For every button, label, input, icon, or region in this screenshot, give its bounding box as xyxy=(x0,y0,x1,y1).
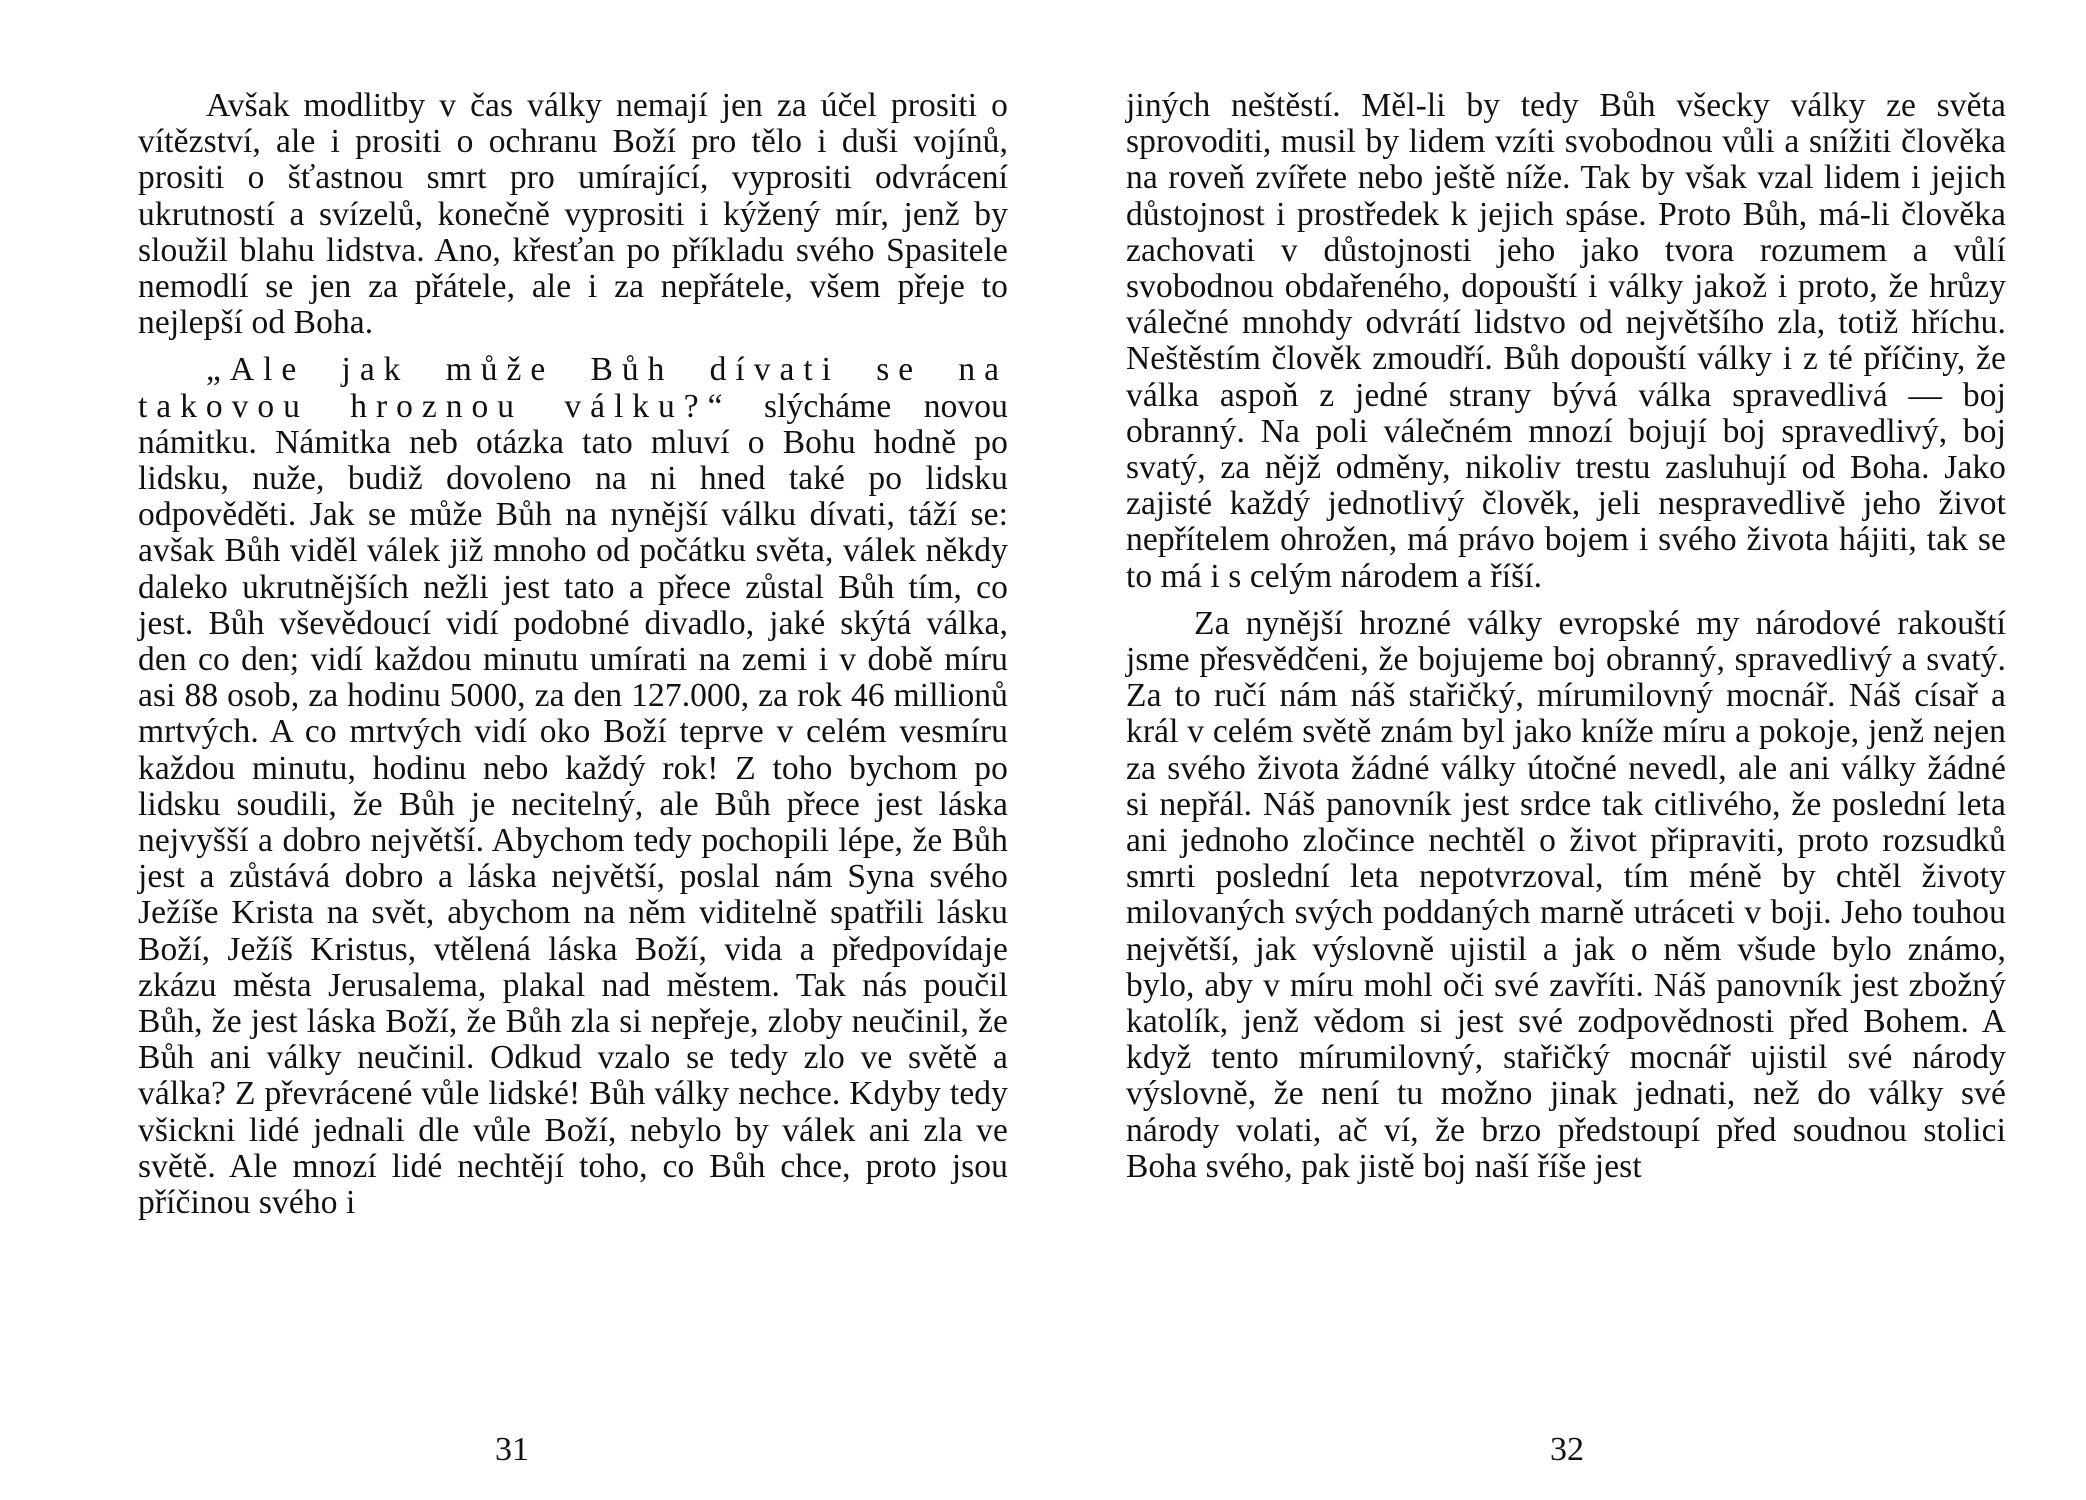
right-paragraph-2: Za nynější hrozné války evropské my národové rakouští jsme přesvědčeni, že bojujeme boj obranný, spravedlivý a svatý. Za to ručí nám náš stařičký, mírumilovný mocnář. Náš císař a král v celém světě znám byl jako kníže míru a pokoje, jenž nejen za svého života žádné války útočné nevedl, ale ani války žádné si nepřál. Náš panovník jest srdce tak citlivého, že poslední leta ani jednoho zločince nechtěl o život připraviti, proto rozsudků smrti poslední leta nepotvrzoval, tím méně by chtěl životy milovaných svých poddaných marně utráceti v boji. Jeho touhou největší, jak výslovně ujistil a jak o něm všude bylo známo, bylo, aby v míru mohl oči své zavříti. Náš panovník jest zbožný katolík, jenž vědom si jest své zodpovědnosti před Bohem. A když tento mírumilovný, stařičký mocnář ujistil své národy výslovně, že není tu možno jinak jednati, než do války své národy volati, ač ví, že brzo předstoupí před soudnou stolici Boha svého, pak jistě boj naší říše jest xyxy=(1126,604,2006,1185)
left-page-text xyxy=(138,88,1008,1221)
right-page-text xyxy=(1126,88,2006,1185)
spaced-quote: „Ale jak může Bůh dívati se na takovou hroznou válku?“ xyxy=(138,351,1008,425)
page-number-right: 32 xyxy=(1550,1431,1584,1468)
right-paragraph-1: jiných neštěstí. Měl-li by tedy Bůh všecky války ze světa sprovoditi, musil by lidem vzíti svobodnou vůli a snížiti člověka na roveň zvířete nebo ještě níže. Tak by však vzal lidem i jejich důstojnost i prostředek k jejich spáse. Proto Bůh, má-li člověka zachovati v důstojnosti jeho jako tvora rozumem a vůlí svobodnou obdařeného, dopouští i války jakož i proto, že hrůzy válečné mnohdy odvrátí lidstvo od největšího zla, totiž hříchu. Neštěstím člověk zmoudří. Bůh dopouští války i z té příčiny, že válka aspoň z jedné strany bývá válka spravedlivá — boj obranný. Na poli válečném mnozí bojují boj spravedlivý, boj svatý, za nějž odměny, nikoliv trestu zasluhují od Boha. Jako zajisté každý jednotlivý člověk, jeli nespravedlivě jeho život nepřítelem ohrožen, má právo bojem i svého života hájiti, tak se to má i s celým národem a říší. xyxy=(1126,87,2006,595)
page-number-left: 31 xyxy=(495,1431,529,1468)
right-page xyxy=(1043,0,2086,1500)
left-paragraph-2-text: slýcháme novou námitku. Námitka neb otázka tato mluví o Bohu hodně po lidsku, nuže, budiž dovoleno na ni hned také po lidsku odpověděti. Jak se může Bůh na nynější válku dívati, táží se: avšak Bůh viděl válek již mnoho od počátku světa, válek někdy daleko ukrutnějších nežli jest tato a přece zůstal Bůh tím, co jest. Bůh vševědoucí vidí podobné divadlo, jaké skýtá válka, den co den; vidí každou minutu umírati na zemi i v době míru asi 88 osob, za hodinu 5000, za den 127.000, za rok 46 millionů mrtvých. A co mrtvých vidí oko Boží teprve v celém vesmíru každou minutu, hodinu nebo každý rok! Z toho bychom po lidsku soudili, že Bůh je necitelný, ale Bůh přece jest láska nejvyšší a dobro největší. Abychom tedy pochopili lépe, že Bůh jest a zůstává dobro a láska největší, poslal nám Syna svého Ježíše Krista na svět, abychom na něm viditelně spatřili lásku Boží, Ježíš Kristus, vtělená láska Boží, vida a předpovídaje zkázu města Jerusalema, plakal nad městem. Tak nás poučil Bůh, že jest láska Boží, že Bůh zla si nepřeje, zloby neučinil, že Bůh ani války neučinil. Odkud vzalo se tedy zlo ve světě a válka? Z převrácené vůle lidské! Bůh války nechce. Kdyby tedy všickni lidé jednali dle vůle Boží, nebylo by válek ani zla ve světě. Ale mnozí lidé nechtějí toho, co Bůh chce, proto jsou příčinou svého i xyxy=(138,387,1008,1222)
left-paragraph-1: Avšak modlitby v čas války nemají jen za účel prositi o vítězství, ale i prositi o ochranu Boží pro tělo i duši vojínů, prositi o šťastnou smrt pro umírající, vyprositi odvrácení ukrutností a svízelů, konečně vyprositi i kýžený mír, jenž by sloužil blahu lidstva. Ano, křesťan po příkladu svého Spasitele nemodlí se jen za přátele, ale i za nepřátele, všem přeje to nejlepší od Boha. xyxy=(138,87,1008,342)
left-paragraph-2 xyxy=(138,352,1008,1221)
